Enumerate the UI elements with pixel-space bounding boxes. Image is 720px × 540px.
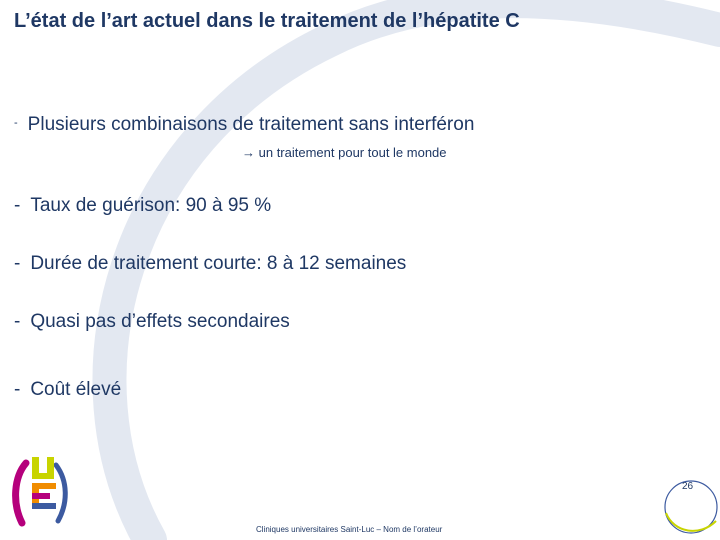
- bullet-dash: -: [14, 117, 18, 129]
- page-number: 26: [682, 481, 694, 492]
- bullet-text: Coût élevé: [30, 379, 122, 400]
- bullet-dash: -: [14, 311, 21, 332]
- bullet-item: [14, 114, 474, 136]
- bullet-text: Durée de traitement courte: 8 à 12 semaines: [30, 253, 407, 274]
- bullet-item: [14, 311, 290, 333]
- sub-bullet-text: un traitement pour tout le monde: [258, 145, 447, 160]
- footer-text: Cliniques universitaires Saint-Luc – Nom de l’orateur: [256, 525, 443, 534]
- saint-luc-logo: [10, 455, 70, 530]
- bullet-item: [14, 195, 271, 217]
- sub-bullet: [242, 145, 447, 160]
- bullet-dash: -: [14, 195, 21, 216]
- bullet-text: Quasi pas d’effets secondaires: [30, 311, 290, 332]
- bullet-item: [14, 253, 406, 275]
- bullet-dash: -: [14, 379, 21, 400]
- arrow-icon: →: [242, 145, 255, 160]
- bullet-dash: -: [14, 253, 21, 274]
- bullet-text: Plusieurs combinaisons de traitement sans interféron: [27, 114, 475, 135]
- slide-title: L’état de l’art actuel dans le traitement de l’hépatite C: [14, 10, 520, 32]
- bullet-item: [14, 379, 121, 401]
- bullet-text: Taux de guérison: 90 à 95 %: [30, 195, 272, 216]
